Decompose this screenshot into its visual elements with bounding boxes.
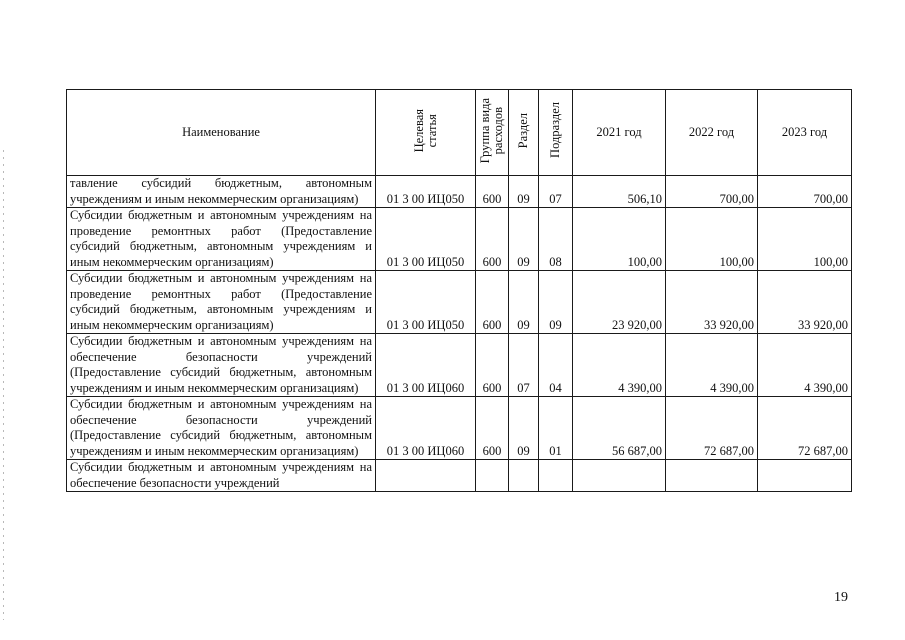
row-amount-2022: 100,00 — [666, 208, 758, 271]
row-name: Субсидии бюджетным и автономным учреждениям на обеспечение безопасности учреждений — [67, 460, 376, 492]
row-amount-2021: 506,10 — [573, 176, 666, 208]
row-expense-group: 600 — [476, 208, 509, 271]
table-row — [67, 176, 852, 208]
row-amount-2021 — [573, 460, 666, 492]
table-row — [67, 460, 852, 492]
row-amount-2022: 33 920,00 — [666, 271, 758, 334]
header-2021: 2021 год — [573, 90, 666, 176]
row-expense-group — [476, 460, 509, 492]
row-subsection: 07 — [539, 176, 573, 208]
row-amount-2023: 4 390,00 — [758, 334, 852, 397]
row-target-article — [376, 460, 476, 492]
row-expense-group: 600 — [476, 176, 509, 208]
header-subsection: Подраздел — [539, 90, 573, 176]
row-amount-2023 — [758, 460, 852, 492]
row-name: Субсидии бюджетным и автономным учреждениям на проведение ремонтных работ (Предоставление субсидий бюджетным, автономным учреждениям и иным некоммерческим организациям) — [67, 271, 376, 334]
row-section: 09 — [509, 397, 539, 460]
table-header-row — [67, 90, 852, 176]
table-row — [67, 271, 852, 334]
row-subsection: 04 — [539, 334, 573, 397]
row-amount-2022: 700,00 — [666, 176, 758, 208]
row-amount-2021: 100,00 — [573, 208, 666, 271]
row-amount-2022 — [666, 460, 758, 492]
row-expense-group: 600 — [476, 334, 509, 397]
row-amount-2023: 700,00 — [758, 176, 852, 208]
row-name: Субсидии бюджетным и автономным учреждениям на обеспечение безопасности учреждений (Предоставление субсидий бюджетным, автономным учреждениям и иным некоммерческим организациям) — [67, 334, 376, 397]
row-target-article: 01 3 00 ИЦ050 — [376, 271, 476, 334]
row-target-article: 01 3 00 ИЦ050 — [376, 176, 476, 208]
header-section: Раздел — [509, 90, 539, 176]
row-section: 09 — [509, 176, 539, 208]
row-target-article: 01 3 00 ИЦ050 — [376, 208, 476, 271]
table-row — [67, 397, 852, 460]
table-row — [67, 208, 852, 271]
row-amount-2021: 23 920,00 — [573, 271, 666, 334]
row-target-article: 01 3 00 ИЦ060 — [376, 397, 476, 460]
row-amount-2023: 100,00 — [758, 208, 852, 271]
row-amount-2022: 4 390,00 — [666, 334, 758, 397]
row-amount-2023: 72 687,00 — [758, 397, 852, 460]
scan-edge-artifact — [3, 150, 4, 620]
row-amount-2021: 56 687,00 — [573, 397, 666, 460]
row-section: 09 — [509, 271, 539, 334]
row-section — [509, 460, 539, 492]
row-amount-2021: 4 390,00 — [573, 334, 666, 397]
row-name: тавление субсидий бюджетным, автономным учреждениям и иным некоммерческим организациям) — [67, 176, 376, 208]
header-expense-group: Группа вида расходов — [476, 90, 509, 176]
header-target-article: Целевая статья — [376, 90, 476, 176]
row-subsection: 09 — [539, 271, 573, 334]
table-row — [67, 334, 852, 397]
row-section: 07 — [509, 334, 539, 397]
header-2022: 2022 год — [666, 90, 758, 176]
row-subsection — [539, 460, 573, 492]
row-subsection: 08 — [539, 208, 573, 271]
row-name: Субсидии бюджетным и автономным учреждениям на обеспечение безопасности учреждений (Предоставление субсидий бюджетным, автономным учреждениям и иным некоммерческим организациям) — [67, 397, 376, 460]
header-name: Наименование — [67, 90, 376, 176]
row-name: Субсидии бюджетным и автономным учреждениям на проведение ремонтных работ (Предоставление субсидий бюджетным, автономным учреждениям и иным некоммерческим организациям) — [67, 208, 376, 271]
row-expense-group: 600 — [476, 271, 509, 334]
row-target-article: 01 3 00 ИЦ060 — [376, 334, 476, 397]
row-section: 09 — [509, 208, 539, 271]
row-amount-2023: 33 920,00 — [758, 271, 852, 334]
header-2023: 2023 год — [758, 90, 852, 176]
page-number: 19 — [834, 590, 848, 605]
row-expense-group: 600 — [476, 397, 509, 460]
row-subsection: 01 — [539, 397, 573, 460]
budget-table — [66, 89, 852, 492]
row-amount-2022: 72 687,00 — [666, 397, 758, 460]
